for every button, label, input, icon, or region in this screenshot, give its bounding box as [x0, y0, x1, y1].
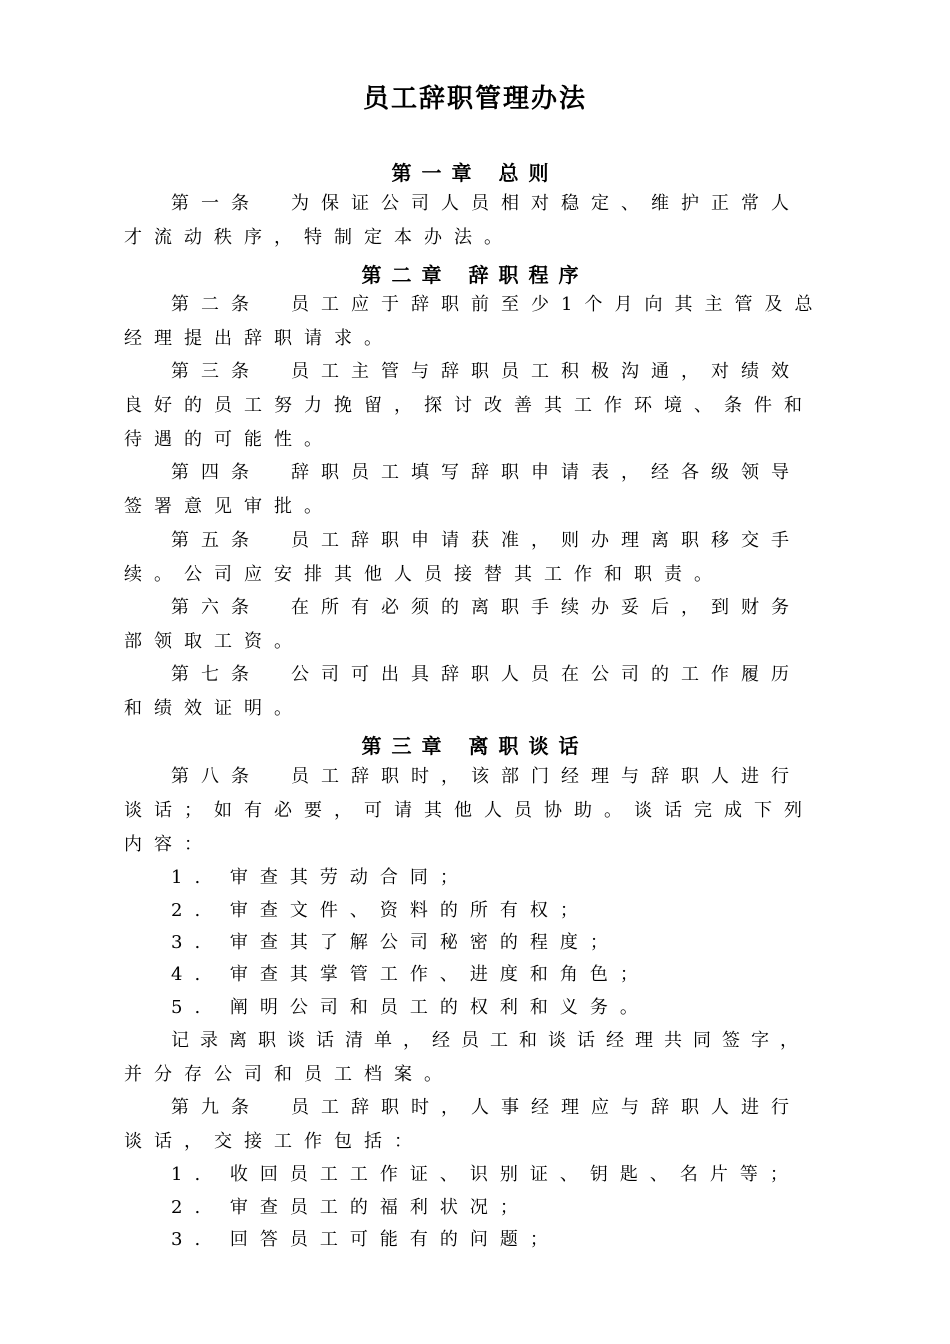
article-6-label: 第六条 — [171, 597, 261, 618]
article-8-item-5: 5. 阐明公司和员工的权利和义务。 — [171, 997, 650, 1018]
article-1-line-1 — [171, 192, 871, 216]
article-9-item-2: 2. 审查员工的福利状况； — [171, 1197, 530, 1218]
article-8-record-line-2: 并分存公司和员工档案。 — [124, 1064, 454, 1085]
article-8-label: 第八条 — [171, 766, 261, 787]
article-4-text: 辞职员工填写辞职申请表，经各级领导 — [291, 462, 801, 483]
article-2-line-2: 经理提出辞职请求。 — [124, 328, 394, 349]
article-3-line-2: 良好的员工努力挽留，探讨改善其工作环境、条件和 — [124, 395, 814, 416]
article-9-text: 员工辞职时，人事经理应与辞职人进行 — [291, 1097, 801, 1118]
article-2-text: 员工应于辞职前至少1个月向其主管及总 — [291, 294, 825, 315]
article-3-text: 员工主管与辞职员工积极沟通，对绩效 — [291, 361, 801, 382]
chapter-heading-2: 第二章 辞职程序 — [361, 263, 589, 287]
article-3-label: 第三条 — [171, 361, 261, 382]
article-8-item-3: 3. 审查其了解公司秘密的程度； — [171, 932, 620, 953]
article-7-line-1 — [171, 663, 871, 687]
article-7-line-2: 和绩效证明。 — [124, 698, 304, 719]
chapter-heading-1: 第一章 总则 — [391, 161, 559, 185]
article-9-item-3: 3. 回答员工可能有的问题； — [171, 1229, 560, 1250]
article-3-line-1 — [171, 360, 871, 384]
document-title: 员工辞职管理办法 — [362, 84, 587, 114]
article-8-line-1 — [171, 765, 871, 789]
article-5-text: 员工辞职申请获准，则办理离职移交手 — [291, 530, 801, 551]
article-6-text: 在所有必须的离职手续办妥后，到财务 — [291, 597, 801, 618]
article-1-text: 为保证公司人员相对稳定、维护正常人 — [291, 193, 801, 214]
article-8-line-2: 谈话；如有必要，可请其他人员协助。谈话完成下列 — [124, 800, 814, 821]
article-3-line-3: 待遇的可能性。 — [124, 429, 334, 450]
article-9-label: 第九条 — [171, 1097, 261, 1118]
article-9-line-1 — [171, 1096, 871, 1120]
article-8-record-line-1: 记录离职谈话清单，经员工和谈话经理共同签字， — [171, 1030, 809, 1051]
article-1-label: 第一条 — [171, 193, 261, 214]
article-4-line-2: 签署意见审批。 — [124, 496, 334, 517]
article-6-line-1 — [171, 596, 871, 620]
article-4-label: 第四条 — [171, 462, 261, 483]
article-5-line-2: 续。公司应安排其他人员接替其工作和职责。 — [124, 564, 724, 585]
article-5-label: 第五条 — [171, 530, 261, 551]
article-5-line-1 — [171, 529, 871, 553]
chapter-heading-3: 第三章 离职谈话 — [361, 734, 589, 758]
article-2-line-1 — [171, 293, 871, 317]
article-7-text: 公司可出具辞职人员在公司的工作履历 — [291, 664, 801, 685]
article-4-line-1 — [171, 461, 871, 485]
article-9-line-2: 谈话，交接工作包括： — [124, 1131, 424, 1152]
article-8-text: 员工辞职时，该部门经理与辞职人进行 — [291, 766, 801, 787]
article-8-line-3: 内容： — [124, 834, 214, 855]
article-9-item-1: 1. 收回员工工作证、识别证、钥匙、名片等； — [171, 1164, 800, 1185]
article-8-item-2: 2. 审查文件、资料的所有权； — [171, 900, 590, 921]
article-1-line-2: 才流动秩序，特制定本办法。 — [124, 227, 514, 248]
article-6-line-2: 部领取工资。 — [124, 631, 304, 652]
article-8-item-1: 1. 审查其劳动合同； — [171, 867, 470, 888]
article-7-label: 第七条 — [171, 664, 261, 685]
article-8-item-4: 4. 审查其掌管工作、进度和角色； — [171, 964, 650, 985]
article-2-label: 第二条 — [171, 294, 261, 315]
